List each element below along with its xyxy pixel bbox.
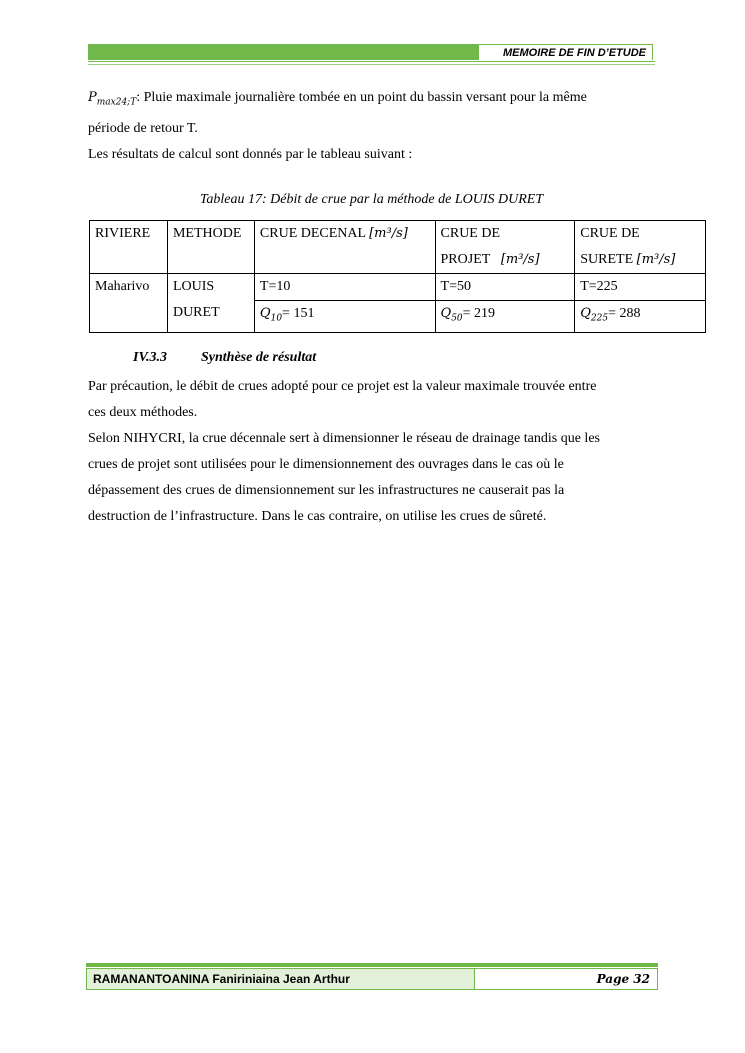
header-rule-light xyxy=(88,64,655,65)
cell-riviere: Maharivo xyxy=(90,274,168,333)
table-row xyxy=(90,274,706,301)
cell-methode: LOUIS DURET xyxy=(167,274,254,333)
results-intro-line: Les résultats de calcul sont donnés par le tableau suivant : xyxy=(88,146,413,162)
header-crue-surete: CRUE DE SURETE [m³/s] xyxy=(575,221,706,274)
header-rule xyxy=(88,61,655,62)
body-line: crues de projet sont utilisées pour le dimensionnement des ouvrages dans le cas où le xyxy=(88,457,564,472)
flood-flow-table xyxy=(89,220,706,333)
body-line: Selon NIHYCRI, la crue décennale sert à dimensionner le réseau de drainage tandis que les xyxy=(88,431,600,446)
footer-green-bar xyxy=(86,963,658,967)
header-methode: METHODE xyxy=(167,221,254,274)
body-line: destruction de l’infrastructure. Dans le cas contraire, on utilise les crues de sûreté. xyxy=(88,509,547,524)
p-max-symbol: $P_{max24;T}$ xyxy=(88,90,137,108)
cell-q-surete: $Q_{225}= 288$ xyxy=(575,301,706,333)
body-line: ces deux méthodes. xyxy=(88,405,198,420)
cell-q-decenal: $Q_{10}= 151$ xyxy=(254,301,435,333)
cell-t-decenal: T=10 xyxy=(254,274,435,301)
header-title: MEMOIRE DE FIN D’ETUDE xyxy=(478,44,653,60)
definition-line: $P_{max24;T}$: Pluie maximale journalière tombée en un point du bassin versant pour la même xyxy=(88,90,587,108)
footer-author: RAMANANTOANINA Faniriniaina Jean Arthur xyxy=(86,968,475,990)
definition-line-cont: période de retour T. xyxy=(88,120,198,136)
footer-page-number: Page 32 xyxy=(475,968,658,990)
cell-t-surete: T=225 xyxy=(575,274,706,301)
table-header-row xyxy=(90,221,706,274)
page-header xyxy=(88,44,655,66)
table-caption: Tableau 17: Débit de crue par la méthode de LOUIS DURET xyxy=(199,192,544,207)
body-line: Par précaution, le débit de crues adopté pour ce projet est la valeur maximale trouvée entre xyxy=(88,379,597,394)
body-paragraphs xyxy=(88,374,648,530)
cell-t-projet: T=50 xyxy=(435,274,575,301)
header-crue-projet: CRUE DE PROJET [m³/s] xyxy=(435,221,575,274)
header-crue-decenal: CRUE DECENAL [m³/s] xyxy=(254,221,435,274)
body-line: dépassement des crues de dimensionnement sur les infrastructures ne causerait pas la xyxy=(88,483,565,498)
cell-q-projet: $Q_{50}= 219$ xyxy=(435,301,575,333)
header-green-bar xyxy=(88,44,478,60)
section-title: Synthèse de résultat xyxy=(201,350,317,365)
intro-paragraph xyxy=(88,85,648,168)
page-footer xyxy=(86,963,658,993)
section-heading xyxy=(133,350,316,366)
section-number: IV.3.3 xyxy=(133,350,167,365)
header-riviere: RIVIERE xyxy=(90,221,168,274)
